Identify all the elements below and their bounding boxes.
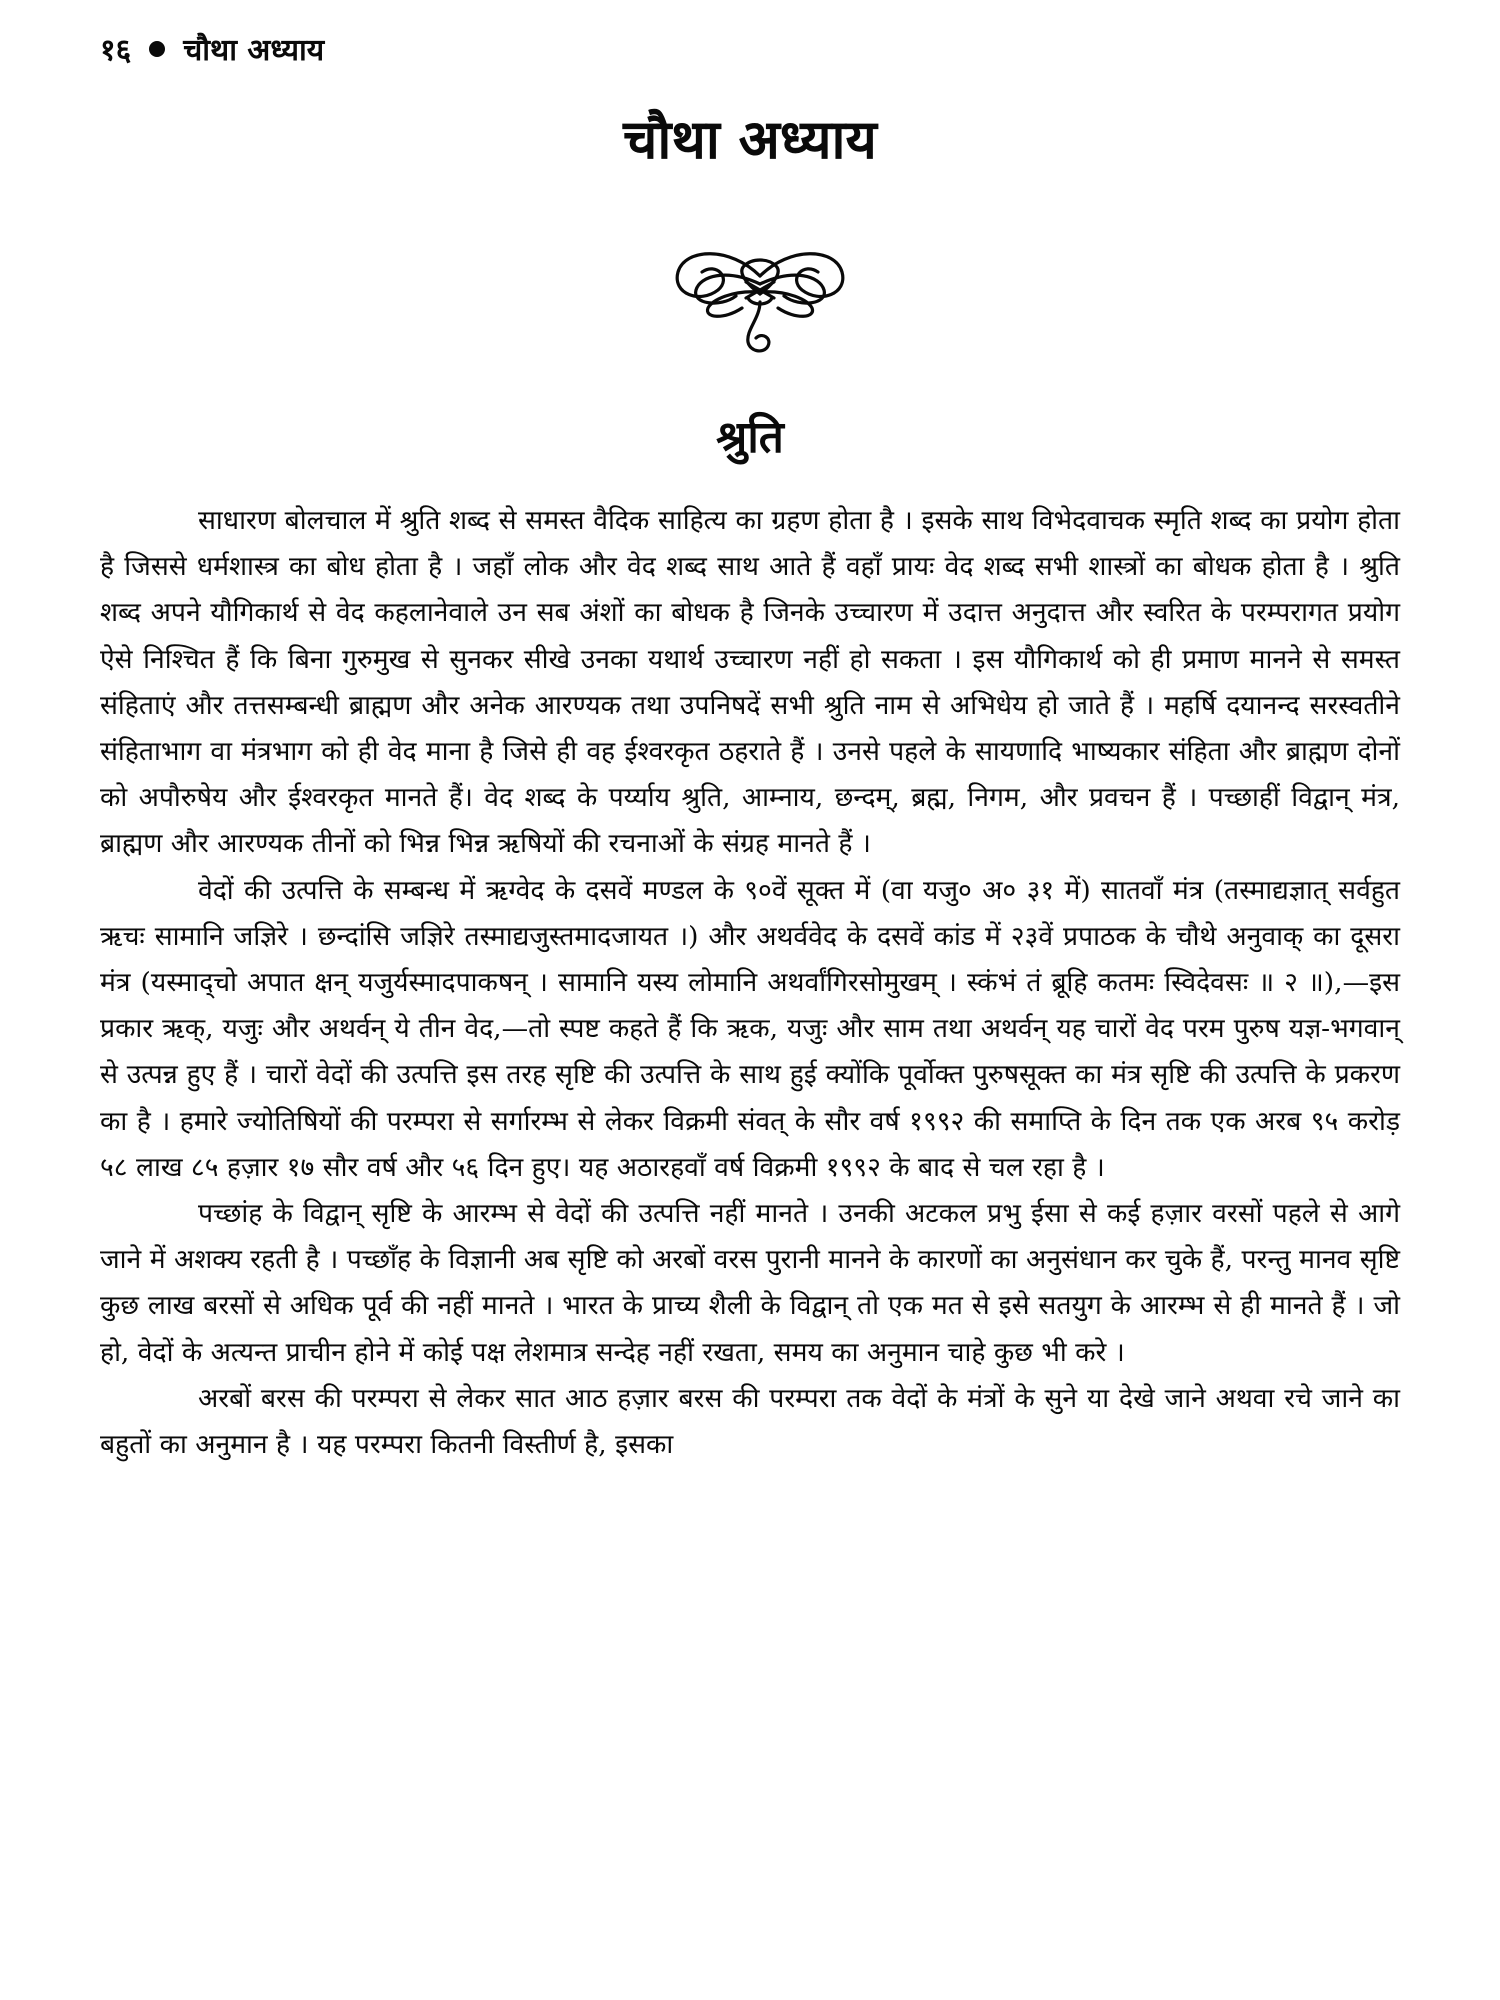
decorative-knot-icon xyxy=(660,238,860,358)
running-title: चौथा अध्याय xyxy=(183,33,325,68)
section-title: श्रुति xyxy=(716,412,784,463)
chapter-title: चौथा अध्याय xyxy=(623,108,877,171)
body-text xyxy=(100,498,1400,1468)
paragraph: पच्छांह के विद्वान् सृष्टि के आरम्भ से वेदों की उत्पत्ति नहीं मानते । उनकी अटकल प्रभु ईसा से कई हज़ार वरसों पहले से आगे जाने में अशक्य रहती है । पच्छाँह के विज्ञानी अब सृष्टि को अरबों वरस पुरानी मानने के कारणों का अनुसंधान कर चुके हैं, परन्तु मानव सृष्टि कुछ लाख बरसों से अधिक पूर्व की नहीं मानते । भारत के प्राच्य शैली के विद्वान् तो एक मत से इसे सतयुग के आरम्भ से ही मानते हैं । जो हो, वेदों के अत्यन्त प्राचीन होने में कोई पक्ष लेशमात्र सन्देह नहीं रखता, समय का अनुमान चाहे कुछ भी करे । xyxy=(100,1198,1400,1368)
page-number: १६ xyxy=(100,33,132,68)
running-header xyxy=(100,28,324,69)
paragraph: वेदों की उत्पत्ति के सम्बन्ध में ऋग्वेद के दसवें मण्डल के ९०वें सूक्त में (वा यजु० अ० ३१ में) सातवाँ मंत्र (तस्माद्यज्ञात् सर्वहुत ऋचः सामानि जज्ञिरे । छन्दांसि जज्ञिरे तस्माद्यजुस्तमादजायत ।) और अथर्ववेद के दसवें कांड में २३वें प्रपाठक के चौथे अनुवाक् का दूसरा मंत्र (यस्माद्चो अपात क्षन् यजुर्यस्मादपाकषन् । सामानि यस्य लोमानि अथर्वांगिरसोमुखम् । स्कंभं तं ब्रूहि कतमः स्विदेवसः ॥ २ ॥),—इस प्रकार ऋक्, यजुः और अथर्वन् ये तीन वेद,—तो स्पष्ट कहते हैं कि ऋक, यजुः और साम तथा अथर्वन् यह चारों वेद परम पुरुष यज्ञ-भगवान् से उत्पन्न हुए हैं । चारों वेदों की उत्पत्ति इस तरह सृष्टि की उत्पत्ति के साथ हुई क्योंकि पूर्वोक्त पुरुषसूक्त का मंत्र सृष्टि की उत्पत्ति के प्रकरण का है । हमारे ज्योतिषियों की परम्परा से सर्गारम्भ से लेकर विक्रमी संवत् के सौर वर्ष १९९२ की समाप्ति के दिन तक एक अरब ९५ करोड़ ५८ लाख ८५ हज़ार १७ सौर वर्ष और ५६ दिन हुए। यह अठारहवाँ वर्ष विक्रमी १९९२ के बाद से चल रहा है । xyxy=(100,874,1400,1183)
paragraph: अरबों बरस की परम्परा से लेकर सात आठ हज़ार बरस की परम्परा तक वेदों के मंत्रों के सुने या देखे जाने अथवा रचे जाने का बहुतों का अनुमान है । यह परम्परा कितनी विस्तीर्ण है, इसका xyxy=(100,1382,1400,1461)
bullet-icon xyxy=(149,41,165,57)
paragraph: साधारण बोलचाल में श्रुति शब्द से समस्त वैदिक साहित्य का ग्रहण होता है । इसके साथ विभेदवाचक स्मृति शब्द का प्रयोग होता है जिससे धर्मशास्त्र का बोध होता है । जहाँ लोक और वेद शब्द साथ आते हैं वहाँ प्रायः वेद शब्द सभी शास्त्रों का बोधक होता है । श्रुति शब्द अपने यौगिकार्थ से वेद कहलानेवाले उन सब अंशों का बोधक है जिनके उच्चारण में उदात्त अनुदात्त और स्वरित के परम्परागत प्रयोग ऐसे निश्चित हैं कि बिना गुरुमुख से सुनकर सीखे उनका यथार्थ उच्चारण नहीं हो सकता । इस यौगिकार्थ को ही प्रमाण मानने से समस्त संहिताएं और तत्तसम्बन्धी ब्राह्मण और अनेक आरण्यक तथा उपनिषदें सभी श्रुति नाम से अभिधेय हो जाते हैं । महर्षि दयानन्द सरस्वतीने संहिताभाग वा मंत्रभाग को ही वेद माना है जिसे ही वह ईश्वरकृत ठहराते हैं । उनसे पहले के सायणादि भाष्यकार संहिता और ब्राह्मण दोनों को अपौरुषेय और ईश्वरकृत मानते हैं। वेद शब्द के पर्य्याय श्रुति, आम्नाय, छन्दम्, ब्रह्म, निगम, और प्रवचन हैं । पच्छाहीं विद्वान् मंत्र, ब्राह्मण और आरण्यक तीनों को भिन्न भिन्न ऋषियों की रचनाओं के संग्रह मानते हैं । xyxy=(100,505,1400,860)
